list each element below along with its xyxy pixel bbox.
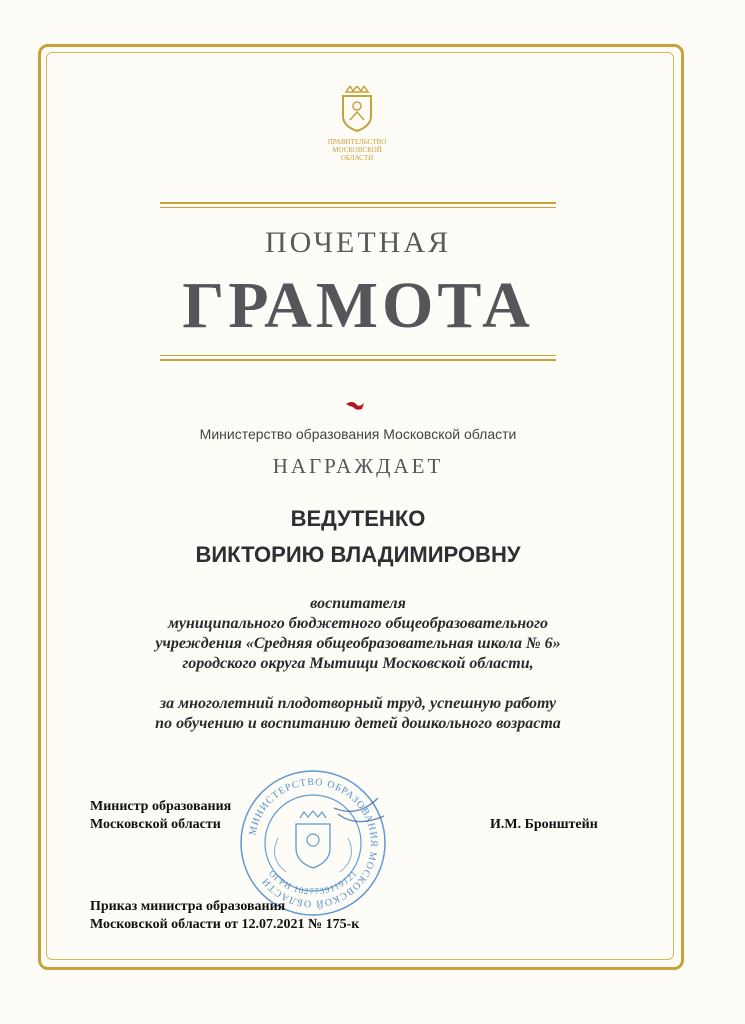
reason-text bbox=[90, 694, 626, 734]
heading-line-1: ПОЧЕТНАЯ bbox=[264, 226, 452, 259]
red-ink-mark-icon bbox=[344, 398, 366, 412]
position-line: городского округа Мытищи Московской области, bbox=[182, 655, 534, 672]
position-line: воспитателя bbox=[310, 595, 406, 612]
official-stamp-icon bbox=[238, 768, 388, 918]
emblem-line: ПРАВИТЕЛЬСТВО bbox=[327, 138, 387, 146]
bottom-rule bbox=[160, 359, 556, 361]
recipient-surname: ВЕДУТЕНКО bbox=[290, 506, 426, 531]
position-line: учреждения «Средняя общеобразовательная школа № 6» bbox=[155, 635, 561, 652]
reason-line: за многолетний плодотворный труд, успешную работу bbox=[159, 695, 557, 712]
emblem-line: МОСКОВСКОЙ bbox=[332, 146, 382, 154]
emblem-line: ОБЛАСТИ bbox=[340, 154, 374, 162]
signatory-title-line: Министр образования bbox=[90, 799, 232, 814]
position-text bbox=[90, 594, 626, 674]
moscow-region-emblem-icon bbox=[340, 86, 374, 132]
issuer: Министерство образования Московской области bbox=[199, 426, 517, 442]
position-line: муниципального бюджетного общеобразовательного bbox=[167, 615, 549, 632]
reason-line: по обучению и воспитанию детей дошкольного возраста bbox=[155, 715, 561, 732]
signatory-title-line: Московской области bbox=[90, 817, 221, 832]
signatory-name: И.М. Бронштейн bbox=[490, 817, 598, 832]
awards-label: НАГРАЖДАЕТ bbox=[272, 454, 444, 478]
top-rule-thin bbox=[160, 207, 556, 208]
stamp-ogrn-text: ОГРН 1027739119121 bbox=[266, 868, 360, 897]
top-rule bbox=[160, 202, 556, 204]
emblem-caption bbox=[300, 138, 414, 162]
bottom-rule-thin bbox=[160, 355, 556, 356]
recipient-given-names: ВИКТОРИЮ ВЛАДИМИРОВНУ bbox=[195, 542, 521, 567]
order-line: Московской области от 12.07.2021 № 175-к bbox=[90, 917, 360, 932]
order-text bbox=[90, 898, 359, 934]
heading-line-2: ГРАМОТА bbox=[182, 269, 534, 342]
signatory-title bbox=[90, 798, 231, 834]
stamp-ring-text: МИНИСТЕРСТВО ОБРАЗОВАНИЯ МОСКОВСКОЙ ОБЛАСТИ bbox=[247, 776, 380, 910]
order-line: Приказ министра образования bbox=[90, 899, 286, 914]
